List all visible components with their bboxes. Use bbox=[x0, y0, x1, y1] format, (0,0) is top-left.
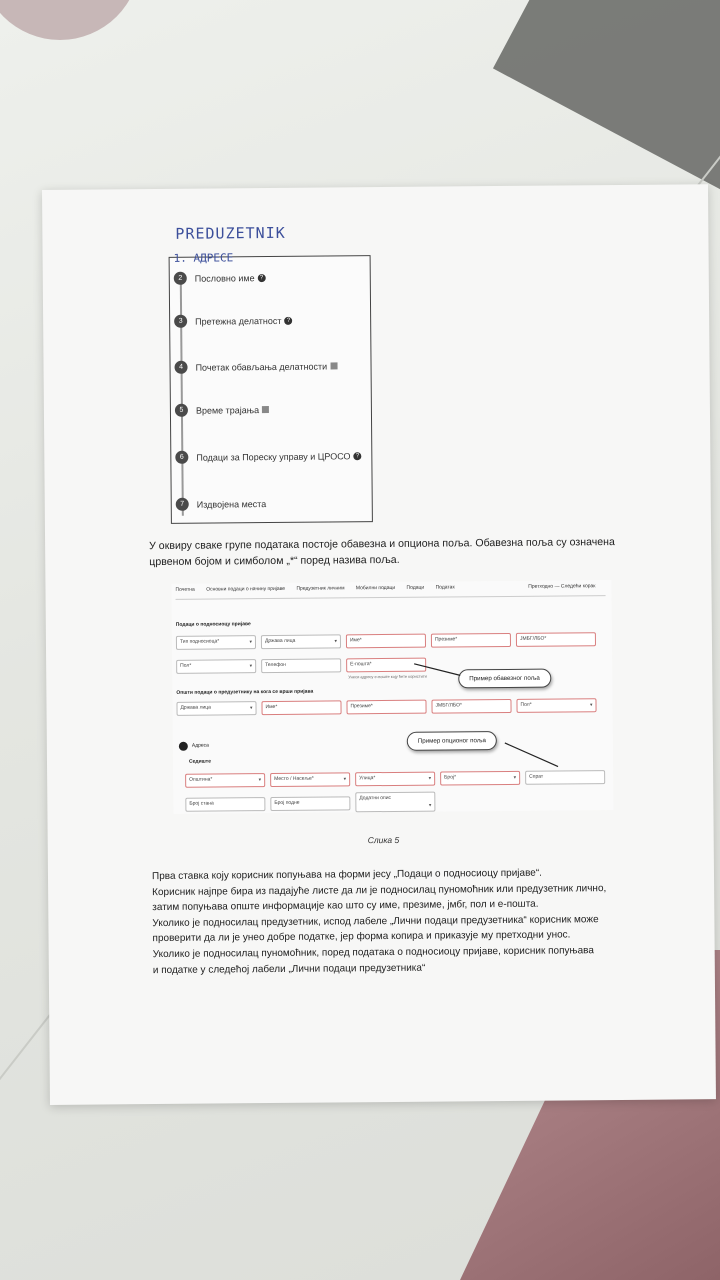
text-line: Корисник најпре бира из падајуће листе да ли је подносилац пуномоћник или предузетник лично, bbox=[152, 882, 607, 898]
step-label: Претежна делатност bbox=[195, 315, 282, 327]
helper-text: Унеси адресу е-поште коју ћете користити bbox=[348, 673, 427, 680]
form-field: Презиме* bbox=[346, 700, 426, 715]
step-item bbox=[176, 497, 267, 511]
steps-connector bbox=[180, 276, 184, 516]
form-field-optional-example: Спрат bbox=[525, 770, 605, 785]
form-field: Место / Насеље* ▾ bbox=[270, 772, 350, 787]
text-line: проверити да ли је унео добре податке, јер форма копира и приказује му претходни унос. bbox=[152, 929, 571, 945]
form-field: Име* bbox=[261, 700, 341, 715]
text-line: Прва ставка коју корисник попуњава на форми јесу „Подаци о подносиоцу пријаве“. bbox=[151, 867, 542, 883]
step-number: 5 bbox=[175, 404, 188, 417]
callout-pointer bbox=[412, 661, 462, 681]
address-label: Адреса bbox=[191, 742, 209, 749]
form-field: Број* ▾ bbox=[440, 771, 520, 786]
callout-pointer bbox=[503, 740, 563, 771]
printed-page bbox=[42, 184, 716, 1105]
form-field: Пол* ▾ bbox=[516, 698, 596, 713]
form-field: Број стана bbox=[185, 797, 265, 812]
section-title: Општи подаци о предузетнику на кога се врши пријава bbox=[176, 688, 314, 696]
step-item bbox=[175, 449, 361, 464]
step-label: Издвојена места bbox=[196, 498, 267, 510]
step-item bbox=[175, 403, 269, 417]
form-field: ЈМБГ/ЛБО* bbox=[431, 699, 511, 714]
question-icon: ? bbox=[353, 452, 361, 460]
step-item bbox=[174, 314, 292, 328]
callout-required: Пример обавезног поља bbox=[458, 669, 551, 689]
step-label: Време трајања bbox=[195, 404, 260, 416]
step-number: 6 bbox=[175, 451, 188, 464]
form-field: Број подне bbox=[270, 796, 350, 811]
text-line: и податке у следећој лабели „Лични подаци предузетника“ bbox=[152, 962, 426, 976]
nav-item: Основни подаци о начину пријаве bbox=[206, 585, 286, 593]
form-nav bbox=[175, 583, 605, 600]
form-field: Држава лица ▾ bbox=[261, 634, 341, 649]
form-field: Тип подносиоца* ▾ bbox=[176, 635, 256, 650]
steps-screenshot bbox=[169, 251, 373, 524]
form-field: ЈМБГ/ЛБО* bbox=[516, 632, 596, 647]
section-title: Подаци о подносиоцу пријаве bbox=[175, 621, 251, 628]
question-icon: ? bbox=[258, 274, 266, 282]
form-field: Презиме* bbox=[431, 633, 511, 648]
step-number: 7 bbox=[176, 498, 189, 511]
paragraph-instructions bbox=[152, 865, 653, 979]
handwritten-subtitle: 1. АДРЕСЕ bbox=[173, 251, 234, 265]
step-label: Почетак обављања делатности bbox=[195, 361, 328, 373]
form-field-required-example: Е-пошта* bbox=[346, 658, 426, 673]
step-item bbox=[174, 271, 266, 285]
handwritten-title: PREDUZETNIK bbox=[175, 223, 286, 243]
step-number: 2 bbox=[174, 272, 187, 285]
paragraph-fields-info: У оквиру сваке групе података постоје обавезна и опциона поља. Обавезна поља су означена црвеном бојом и симболом „*“ поред назива поља. bbox=[149, 536, 615, 569]
shadow-corner bbox=[493, 0, 720, 190]
step-number: 4 bbox=[174, 361, 187, 374]
form-field: Општина* ▾ bbox=[185, 773, 265, 788]
nav-item: Мобилни подаци bbox=[355, 584, 396, 592]
step-item bbox=[174, 359, 337, 373]
seat-label: Седиште bbox=[188, 758, 212, 765]
callout-optional: Пример опционог поља bbox=[407, 731, 497, 751]
step-label: Подаци за Пореску управу и ЦРОСО bbox=[196, 450, 351, 463]
step-label: Пословно име bbox=[194, 272, 255, 284]
nav-item: Почетна bbox=[175, 586, 195, 593]
nav-right: Претходно — Следећи корак bbox=[528, 583, 596, 590]
step-number: 3 bbox=[174, 315, 187, 328]
checkbox-icon bbox=[262, 406, 269, 413]
form-field: Држава лица ▾ bbox=[176, 701, 256, 716]
text-line: Уколико је подносилац предузетник, испод лабеле „Лични подаци предузетника“ корисник може bbox=[152, 913, 599, 929]
form-screenshot bbox=[171, 580, 613, 814]
section-dot bbox=[179, 742, 188, 751]
nav-item: Подаци bbox=[406, 584, 425, 591]
figure-caption: Слика 5 bbox=[367, 834, 400, 846]
nav-item: Предузетник личним bbox=[296, 585, 345, 592]
nav-item: Податак bbox=[435, 584, 455, 591]
form-field: Улица* ▾ bbox=[355, 772, 435, 787]
form-field: Телефон bbox=[261, 658, 341, 673]
form-field: Име* bbox=[346, 634, 426, 649]
form-field: Пол* ▾ bbox=[176, 659, 256, 674]
question-icon: ? bbox=[284, 316, 292, 324]
pink-object bbox=[0, 0, 140, 40]
text-line: затим попуњава опште информације као што су име, презиме, јмбг, пол и е-пошта. bbox=[152, 898, 539, 914]
text-line: Уколико је подносилац пуномоћник, поред података о подносиоцу пријаве, корисник попуњава bbox=[152, 945, 594, 961]
form-field: Додатни опис ▾ bbox=[355, 792, 435, 813]
checkbox-icon bbox=[330, 362, 337, 369]
